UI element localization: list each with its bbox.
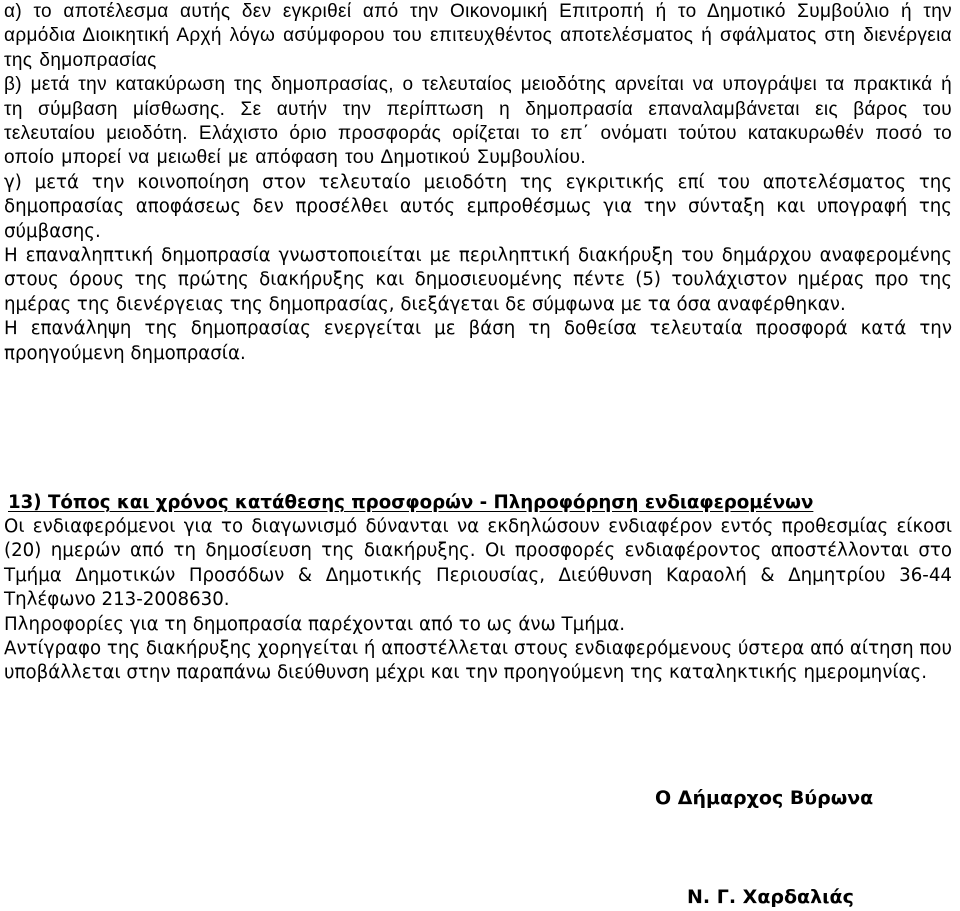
offers-information-section [4, 515, 952, 686]
paragraph-repeat-basis: Η επανάληψη της δημοπρασίας ενεργείται με βάση τη δοθείσα τελευταία προσφορά κατά την προηγούμενη δημοπρασία. [4, 318, 952, 364]
signature-title: Ο Δήμαρχος Βύρωνα [655, 787, 874, 809]
paragraph-a: α) το αποτέλεσμα αυτής δεν εγκριθεί από την Οικονομική Επιτροπή ή το Δημοτικό Συμβούλιο ή την αρμόδια Διοικητική Αρχή λόγω ασύμφορου του επιτευχθέντος αποτελέσματος ή σφάλματος στη διενέργεια της δημοπρασίας [4, 1, 952, 71]
paragraph-copy: Αντίγραφο της διακήρυξης χορηγείται ή αποστέλλεται στους ενδιαφερόμενους ύστερα από αίτηση που υποβάλλεται στην παραπάνω διεύθυνση μέχρι και την προηγούμενη της καταληκτικής ημερομηνίας. [4, 638, 952, 684]
paragraph-c: γ) μετά την κοινοποίηση στον τελευταίο μειοδότη της εγκριτικής επί του αποτελέσματος της δημοπρασίας αποφάσεως δεν προσέλθει αυτός εμπροθέσμως για την σύνταξη και υπογραφή της σύμβασης. [4, 171, 952, 242]
signature-name: Ν. Γ. Χαρδαλιάς [687, 886, 854, 908]
paragraph-repeat-announcement: Η επαναληπτική δημοπρασία γνωστοποιείται με περιληπτική διακήρυξη του δημάρχου αναφερομένης στους όρους της πρώτης διακήρυξης και δημοσιευομένης πέντε (5) τουλάχιστον ημέρας προ της ημέρας της διενέργειας της δημοπρασίας, διεξάγεται δε σύμφωνα με τα όσα αναφέρθηκαν. [4, 245, 952, 315]
paragraph-b: β) μετά την κατακύρωση της δημοπρασίας, ο τελευταίος μειοδότης αρνείται να υπογράψει τα πρακτικά ή τη σύμβαση μίσθωσης. Σε αυτήν την περίπτωση η δημοπρασία επαναλαμβάνεται εις βάρος του τελευταίου μειοδότη. Ελάχιστο όριο προσφοράς ορίζεται το επ΄ ονόματι τούτου κατακυρωθέν ποσό το οποίο μπορεί να μειωθεί με απόφαση του Δημοτικού Συμβουλίου. [4, 74, 952, 169]
repeat-auction-conditions [4, 0, 952, 366]
paragraph-info: Πληροφορίες για τη δημοπρασία παρέχονται από το ως άνω Τμήμα. [4, 613, 626, 635]
paragraph-interest: Οι ενδιαφερόμενοι για το διαγωνισμό δύνανται να εκδηλώσουν ενδιαφέρον εντός προθεσμίας είκοσι (20) ημερών από τη δημοσίευση της διακήρυξης. Οι προσφορές ενδιαφέροντος αποστέλλονται στο Τμήμα Δημοτικών Προσόδων & Δημοτικής Περιουσίας, Διεύθυνση Καραολή & Δημητρίου 36-44 Τηλέφωνο 213-2008630. [4, 516, 952, 611]
section-heading: 13) Τόπος και χρόνος κατάθεσης προσφορών - Πληροφόρηση ενδιαφερομένων [8, 492, 814, 513]
